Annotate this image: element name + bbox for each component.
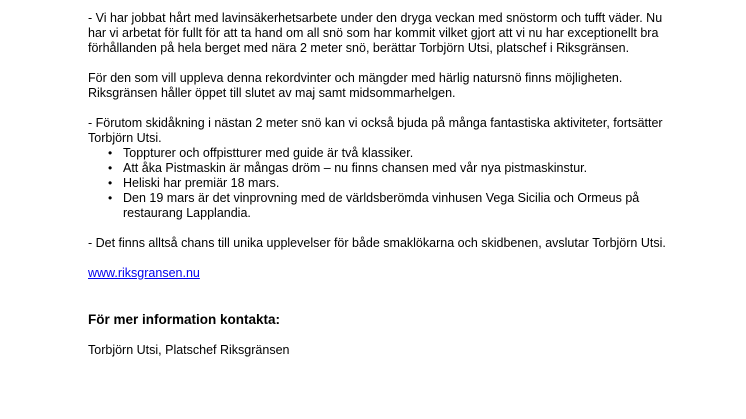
spacer [88,328,668,343]
spacer [88,221,668,236]
contact-person: Torbjörn Utsi, Platschef Riksgränsen [88,343,290,357]
spacer [88,56,668,71]
activity-list [88,146,668,221]
bullet-icon: • [108,146,113,160]
quote-paragraph-1: - Vi har jobbat hårt med lavinsäkerhetsarbete under den dryga veckan med snöstorm och tufft väder. Nu har vi arbetat för fullt för att ta hand om all snö som har kommit vilket gjort att vi nu har exceptionellt bra förhållanden på hela berget med nära 2 meter snö, berättar Torbjörn Utsi, platschef i Riksgränsen. [88,11,663,55]
contact-heading: För mer information kontakta: [88,312,281,327]
list-item [88,191,668,221]
paragraph-open-season: För den som vill uppleva denna rekordvinter och mängder med härlig natursnö finns möjligheten. Riksgränsen håller öppet till slutet av maj samt midsommarhelgen. [88,71,623,100]
list-item [88,146,668,161]
quote-paragraph-closing: - Det finns alltså chans till unika upplevelser för både smaklökarna och skidbenen, avslutar Torbjörn Utsi. [88,236,666,250]
list-item [88,176,668,191]
list-item-text: Den 19 mars är det vinprovning med de världsberömda vinhusen Vega Sicilia och Ormeus på restaurang Lapplandia. [123,191,640,220]
press-release-body [88,11,668,358]
list-item-text: Toppturer och offpistturer med guide är två klassiker. [123,146,414,160]
bullet-icon: • [108,161,113,175]
list-item [88,161,668,176]
quote-paragraph-activities: - Förutom skidåkning i nästan 2 meter snö kan vi också bjuda på många fantastiska aktiviteter, fortsätter Torbjörn Utsi. [88,116,663,145]
spacer [88,281,668,311]
website-link[interactable]: www.riksgransen.nu [88,266,200,280]
bullet-icon: • [108,191,113,205]
list-item-text: Att åka Pistmaskin är mångas dröm – nu finns chansen med vår nya pistmaskinstur. [123,161,588,175]
spacer [88,101,668,116]
website-line [88,266,668,281]
list-item-text: Heliski har premiär 18 mars. [123,176,280,190]
spacer [88,251,668,266]
bullet-icon: • [108,176,113,190]
